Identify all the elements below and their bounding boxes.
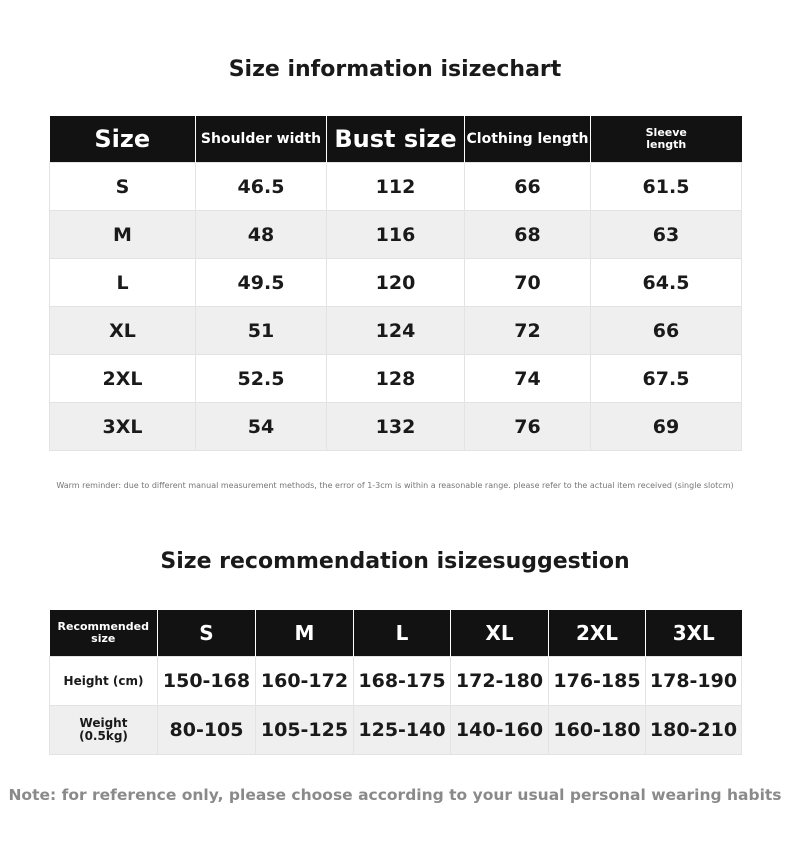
row-label-cell: M (50, 211, 196, 259)
value-cell: 128 (327, 355, 465, 403)
reference-note: Note: for reference only, please choose according to your usual personal wearing habits (8, 786, 782, 804)
header-bust-size: Bust size (327, 116, 465, 163)
value-cell: 176-185 (549, 657, 646, 706)
header-size-m: M (256, 610, 354, 657)
header-size-l: L (354, 610, 451, 657)
header-size-2xl: 2XL (549, 610, 646, 657)
row-label-cell: 3XL (50, 403, 196, 451)
header-size: Size (50, 116, 196, 163)
size-chart-row (50, 211, 742, 259)
header-sleeve-length: Sleeve length (591, 116, 742, 163)
size-chart-header-row (50, 116, 742, 163)
value-cell: 180-210 (646, 706, 742, 755)
row-label-cell: 2XL (50, 355, 196, 403)
value-cell: 105-125 (256, 706, 354, 755)
value-cell: 74 (465, 355, 591, 403)
value-cell: 140-160 (451, 706, 549, 755)
header-size-xl: XL (451, 610, 549, 657)
value-cell: 64.5 (591, 259, 742, 307)
value-cell: 160-172 (256, 657, 354, 706)
recommendation-row (50, 706, 742, 755)
value-cell: 112 (327, 163, 465, 211)
size-chart-table (49, 116, 742, 451)
value-cell: 49.5 (196, 259, 327, 307)
value-cell: 51 (196, 307, 327, 355)
value-cell: 178-190 (646, 657, 742, 706)
value-cell: 132 (327, 403, 465, 451)
size-chart-row (50, 307, 742, 355)
row-label-cell: XL (50, 307, 196, 355)
value-cell: 116 (327, 211, 465, 259)
value-cell: 46.5 (196, 163, 327, 211)
warm-reminder: Warm reminder: due to different manual measurement methods, the error of 1-3cm is within a reasonable range. please refer to the actual item received (single slotcm) (56, 481, 734, 490)
value-cell: 54 (196, 403, 327, 451)
value-cell: 150-168 (158, 657, 256, 706)
value-cell: 120 (327, 259, 465, 307)
value-cell: 160-180 (549, 706, 646, 755)
header-size-3xl: 3XL (646, 610, 742, 657)
row-label-cell: Weight (0.5kg) (50, 706, 158, 755)
size-chart-row (50, 355, 742, 403)
row-label-cell: Height (cm) (50, 657, 158, 706)
header-clothing-length: Clothing length (465, 116, 591, 163)
value-cell: 172-180 (451, 657, 549, 706)
value-cell: 61.5 (591, 163, 742, 211)
size-chart-title: Size information isizechart (228, 57, 562, 82)
value-cell: 76 (465, 403, 591, 451)
size-chart-row (50, 403, 742, 451)
value-cell: 80-105 (158, 706, 256, 755)
size-chart-row (50, 259, 742, 307)
recommendation-header-row (50, 610, 742, 657)
value-cell: 168-175 (354, 657, 451, 706)
value-cell: 63 (591, 211, 742, 259)
value-cell: 66 (465, 163, 591, 211)
value-cell: 125-140 (354, 706, 451, 755)
value-cell: 67.5 (591, 355, 742, 403)
recommendation-title: Size recommendation isizesuggestion (160, 549, 630, 574)
header-size-s: S (158, 610, 256, 657)
value-cell: 124 (327, 307, 465, 355)
value-cell: 68 (465, 211, 591, 259)
size-chart-row (50, 163, 742, 211)
value-cell: 48 (196, 211, 327, 259)
recommendation-row (50, 657, 742, 706)
value-cell: 69 (591, 403, 742, 451)
header-shoulder-width: Shoulder width (196, 116, 327, 163)
value-cell: 52.5 (196, 355, 327, 403)
row-label-cell: L (50, 259, 196, 307)
value-cell: 66 (591, 307, 742, 355)
row-label-cell: S (50, 163, 196, 211)
header-recommended-size: Recommended size (50, 610, 158, 657)
value-cell: 70 (465, 259, 591, 307)
size-recommendation-table (49, 610, 742, 755)
value-cell: 72 (465, 307, 591, 355)
